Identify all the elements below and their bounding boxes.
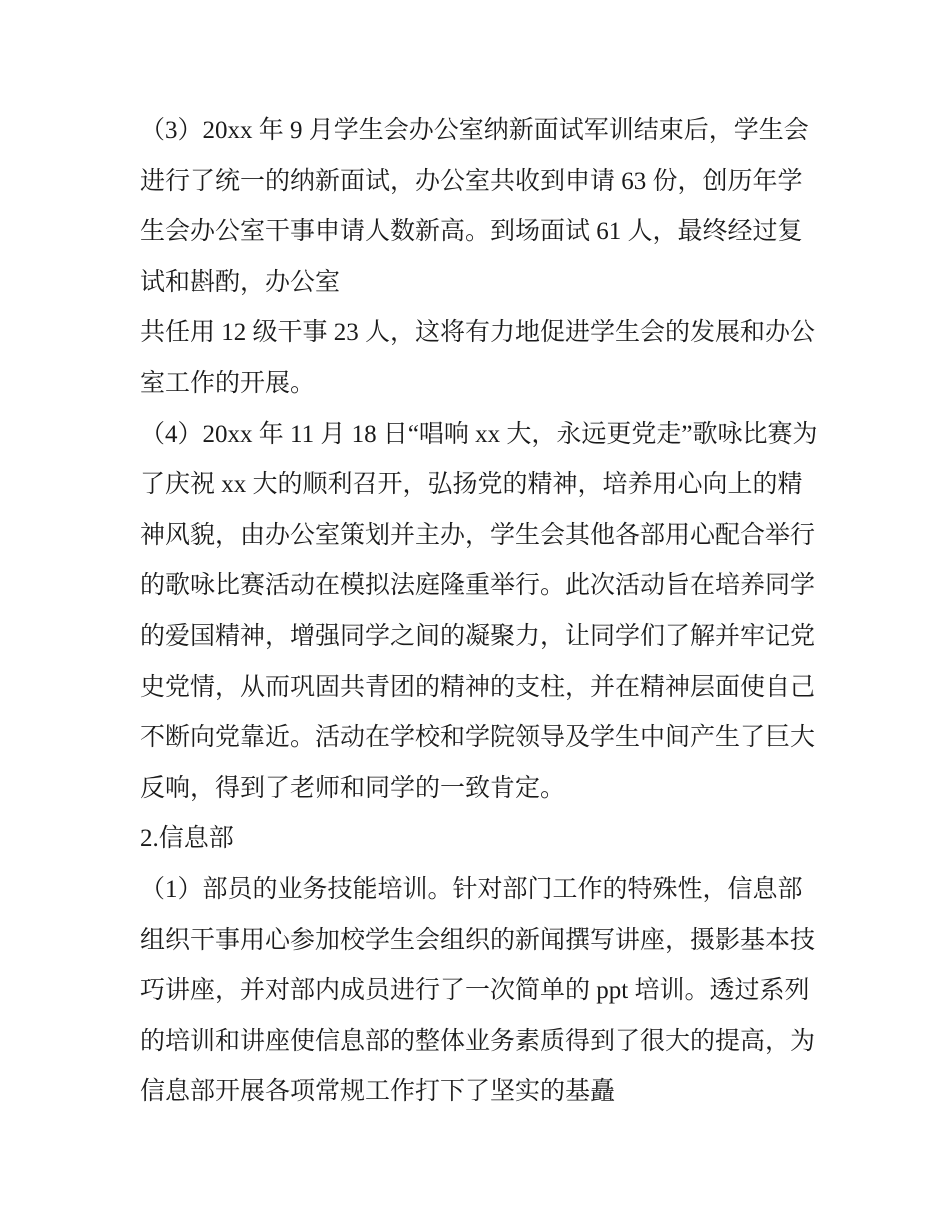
text-line: （4）20xx 年 11 月 18 日“唱响 xx 大，永远更党走”歌咏比赛为: [140, 420, 818, 448]
text-line: 共任用 12 级干事 23 人，这将有力地促进学生会的发展和办公: [140, 319, 816, 347]
text-line: 的爱国精神，增强同学之间的凝聚力，让同学们了解并牢记党: [140, 622, 816, 650]
text-line: 神风貌，由办公室策划并主办，学生会其他各部用心配合举行: [140, 521, 816, 549]
section-heading: 2.信息部: [140, 825, 234, 853]
text-line: 的培训和讲座使信息部的整体业务素质得到了很大的提高，为: [140, 1027, 816, 1055]
text-line: 组织干事用心参加校学生会组织的新闻撰写讲座，摄影基本技: [140, 926, 816, 954]
text-line: 巧讲座，并对部内成员进行了一次简单的 ppt 培训。透过系列: [140, 977, 810, 1005]
text-line: 试和斟酌，办公室: [140, 268, 341, 296]
text-line: （1）部员的业务技能培训。针对部门工作的特殊性，信息部: [140, 875, 803, 903]
text-line: 室工作的开展。: [140, 369, 316, 397]
text-line: 生会办公室干事申请人数新高。到场面试 61 人，最终经过复: [140, 218, 803, 246]
text-line: 进行了统一的纳新面试，办公室共收到申请 63 份，创历年学: [140, 167, 803, 195]
document-body: [140, 106, 818, 1118]
text-line: 了庆祝 xx 大的顺利召开，弘扬党的精神，培养用心向上的精: [140, 471, 803, 499]
text-line: 不断向党靠近。活动在学校和学院领导及学生中间产生了巨大: [140, 724, 816, 752]
text-line: 的歌咏比赛活动在模拟法庭隆重举行。此次活动旨在培养同学: [140, 572, 816, 600]
text-line: 信息部开展各项常规工作打下了坚实的基矗: [140, 1078, 616, 1106]
text-line: 反响，得到了老师和同学的一致肯定。: [140, 774, 566, 802]
text-line: （3）20xx 年 9 月学生会办公室纳新面试军训结束后，学生会: [140, 117, 809, 144]
text-line: 史党情，从而巩固共青团的精神的支柱，并在精神层面使自己: [140, 673, 816, 701]
